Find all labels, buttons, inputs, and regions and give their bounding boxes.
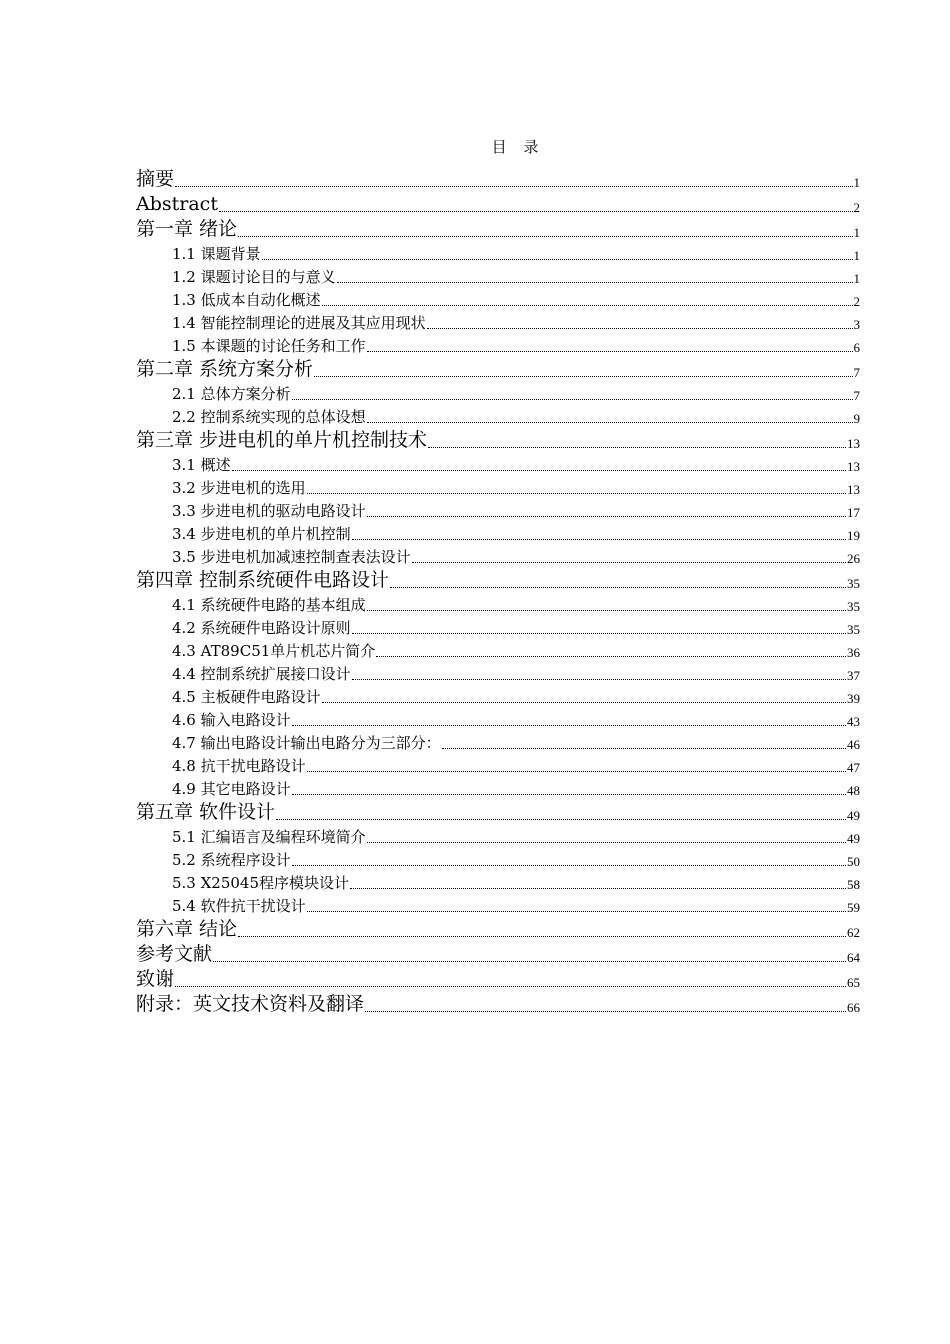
toc-entry[interactable]: [136, 404, 860, 427]
dot-leader: [367, 422, 853, 423]
toc-entry[interactable]: [136, 615, 860, 638]
toc-entry-label: Abstract: [136, 193, 218, 215]
toc-entry-label: 参考文献: [136, 943, 213, 965]
toc-entry[interactable]: [136, 847, 860, 870]
toc-entry[interactable]: [136, 216, 860, 241]
dot-leader: [376, 656, 846, 657]
toc-entry-page: 35: [847, 622, 860, 637]
toc-entry-label: 4.6 输入电路设计: [172, 711, 291, 729]
toc-entry[interactable]: [136, 991, 860, 1016]
toc-entry-label: 4.8 抗干扰电路设计: [172, 757, 306, 775]
toc-entry-label: 1.1 课题背景: [172, 245, 261, 263]
toc-entry-page: 6: [853, 340, 860, 355]
toc-entry-label: 4.3 AT89C51单片机芯片简介: [172, 642, 376, 660]
toc-entry[interactable]: [136, 381, 860, 404]
toc-entry-page: 2: [853, 294, 860, 309]
toc-entry[interactable]: [136, 592, 860, 615]
dot-leader: [238, 936, 846, 937]
toc-entry[interactable]: [136, 776, 860, 799]
toc-entry-page: 49: [847, 831, 860, 846]
toc-entry-label: 第三章 步进电机的单片机控制技术: [136, 429, 428, 451]
toc-entry-page: 13: [847, 482, 860, 497]
dot-leader: [276, 819, 846, 820]
toc-entry[interactable]: [136, 870, 860, 893]
toc-entry-page: 66: [847, 1000, 860, 1015]
toc-entry[interactable]: [136, 567, 860, 592]
toc-entry-label: 第二章 系统方案分析: [136, 358, 314, 380]
dot-leader: [350, 888, 846, 889]
toc-entry[interactable]: [136, 241, 860, 264]
dot-leader: [367, 610, 846, 611]
toc-entry[interactable]: [136, 916, 860, 941]
dot-leader: [428, 447, 846, 448]
toc-entry-page: 50: [847, 854, 860, 869]
toc-list: [136, 166, 860, 1016]
toc-entry-page: 35: [847, 599, 860, 614]
toc-entry-page: 13: [847, 436, 860, 451]
toc-entry[interactable]: [136, 730, 860, 753]
dot-leader: [367, 351, 853, 352]
toc-entry[interactable]: [136, 452, 860, 475]
dot-leader: [337, 282, 853, 283]
toc-entry[interactable]: [136, 661, 860, 684]
dot-leader: [427, 328, 853, 329]
toc-entry-page: 39: [847, 691, 860, 706]
toc-entry-label: 第六章 结论: [136, 918, 238, 940]
toc-entry-page: 1: [853, 225, 860, 240]
dot-leader: [307, 911, 846, 912]
toc-entry-label: 1.2 课题讨论目的与意义: [172, 268, 336, 286]
dot-leader: [352, 539, 846, 540]
toc-entry-page: 17: [847, 505, 860, 520]
toc-entry-page: 13: [847, 459, 860, 474]
toc-entry[interactable]: [136, 287, 860, 310]
toc-entry-page: 62: [847, 925, 860, 940]
toc-entry-label: 4.5 主板硬件电路设计: [172, 688, 321, 706]
toc-entry-label: 4.9 其它电路设计: [172, 780, 291, 798]
dot-leader: [262, 259, 853, 260]
toc-entry[interactable]: [136, 824, 860, 847]
toc-entry-page: 65: [847, 975, 860, 990]
toc-entry[interactable]: [136, 310, 860, 333]
toc-entry-label: 3.1 概述: [172, 456, 231, 474]
toc-entry-label: 2.2 控制系统实现的总体设想: [172, 408, 366, 426]
toc-entry-page: 1: [853, 175, 860, 190]
dot-leader: [307, 493, 846, 494]
toc-entry-label: 4.2 系统硬件电路设计原则: [172, 619, 351, 637]
toc-entry[interactable]: [136, 941, 860, 966]
dot-leader: [367, 516, 846, 517]
dot-leader: [314, 376, 852, 377]
dot-leader: [307, 771, 846, 772]
dot-leader: [367, 842, 846, 843]
dot-leader: [175, 186, 852, 187]
toc-entry-label: 3.3 步进电机的驱动电路设计: [172, 502, 366, 520]
toc-entry-page: 9: [853, 411, 860, 426]
toc-entry[interactable]: [136, 264, 860, 287]
toc-entry-page: 2: [853, 200, 860, 215]
toc-entry-label: 4.4 控制系统扩展接口设计: [172, 665, 351, 683]
toc-entry-label: 5.3 X25045程序模块设计: [172, 874, 350, 892]
toc-entry[interactable]: [136, 753, 860, 776]
toc-entry[interactable]: [136, 799, 860, 824]
toc-entry-label: 5.1 汇编语言及编程环境简介: [172, 828, 366, 846]
toc-entry-page: 1: [853, 271, 860, 286]
toc-entry[interactable]: [136, 191, 860, 216]
toc-entry-label: 摘要: [136, 168, 175, 190]
dot-leader: [322, 305, 853, 306]
dot-leader: [238, 236, 852, 237]
dot-leader: [352, 679, 846, 680]
toc-entry-page: 7: [853, 388, 860, 403]
toc-entry-page: 35: [847, 576, 860, 591]
dot-leader: [213, 961, 846, 962]
dot-leader: [365, 1011, 846, 1012]
toc-entry-label: 3.2 步进电机的选用: [172, 479, 306, 497]
dot-leader: [292, 794, 846, 795]
toc-entry[interactable]: [136, 333, 860, 356]
toc-entry-label: 3.4 步进电机的单片机控制: [172, 525, 351, 543]
toc-entry-page: 49: [847, 808, 860, 823]
toc-entry-page: 59: [847, 900, 860, 915]
toc-entry-label: 1.4 智能控制理论的进展及其应用现状: [172, 314, 426, 332]
toc-entry-page: 48: [847, 783, 860, 798]
toc-entry[interactable]: [136, 427, 860, 452]
dot-leader: [292, 399, 853, 400]
toc-entry-page: 1: [853, 248, 860, 263]
toc-entry-page: 7: [853, 365, 860, 380]
toc-entry-page: 19: [847, 528, 860, 543]
dot-leader: [412, 562, 846, 563]
toc-entry[interactable]: [136, 356, 860, 381]
toc-title: 目 录: [491, 138, 545, 156]
toc-entry-label: 4.1 系统硬件电路的基本组成: [172, 596, 366, 614]
dot-leader: [352, 633, 846, 634]
toc-entry[interactable]: [136, 707, 860, 730]
dot-leader: [232, 470, 846, 471]
toc-entry-label: 5.4 软件抗干扰设计: [172, 897, 306, 915]
toc-entry-label: 2.1 总体方案分析: [172, 385, 291, 403]
toc-entry-page: 58: [847, 877, 860, 892]
toc-entry-page: 26: [847, 551, 860, 566]
toc-entry-page: 64: [847, 950, 860, 965]
dot-leader: [442, 748, 846, 749]
toc-entry-label: 第五章 软件设计: [136, 801, 276, 823]
toc-entry-label: 第一章 绪论: [136, 218, 238, 240]
toc-entry[interactable]: [136, 544, 860, 567]
dot-leader: [390, 587, 846, 588]
dot-leader: [175, 986, 846, 987]
toc-entry-page: 36: [847, 645, 860, 660]
toc-entry[interactable]: [136, 966, 860, 991]
toc-entry-label: 附录：英文技术资料及翻译: [136, 993, 365, 1015]
toc-entry-page: 37: [847, 668, 860, 683]
toc-entry[interactable]: [136, 475, 860, 498]
toc-entry[interactable]: [136, 498, 860, 521]
toc-entry-label: 1.3 低成本自动化概述: [172, 291, 321, 309]
dot-leader: [292, 865, 846, 866]
toc-entry-label: 致谢: [136, 968, 175, 990]
toc-entry-page: 47: [847, 760, 860, 775]
toc-entry[interactable]: [136, 521, 860, 544]
toc-entry-label: 4.7 输出电路设计输出电路分为三部分：: [172, 734, 441, 752]
toc-entry-label: 1.5 本课题的讨论任务和工作: [172, 337, 366, 355]
toc-entry-page: 46: [847, 737, 860, 752]
toc-entry-page: 43: [847, 714, 860, 729]
dot-leader: [219, 211, 853, 212]
toc-entry[interactable]: [136, 684, 860, 707]
dot-leader: [322, 702, 846, 703]
toc-entry-label: 3.5 步进电机加减速控制查表法设计: [172, 548, 411, 566]
toc-entry[interactable]: [136, 166, 860, 191]
dot-leader: [292, 725, 846, 726]
toc-entry[interactable]: [136, 638, 860, 661]
toc-entry-label: 5.2 系统程序设计: [172, 851, 291, 869]
toc-entry[interactable]: [136, 893, 860, 916]
toc-entry-label: 第四章 控制系统硬件电路设计: [136, 569, 390, 591]
toc-entry-page: 3: [853, 317, 860, 332]
